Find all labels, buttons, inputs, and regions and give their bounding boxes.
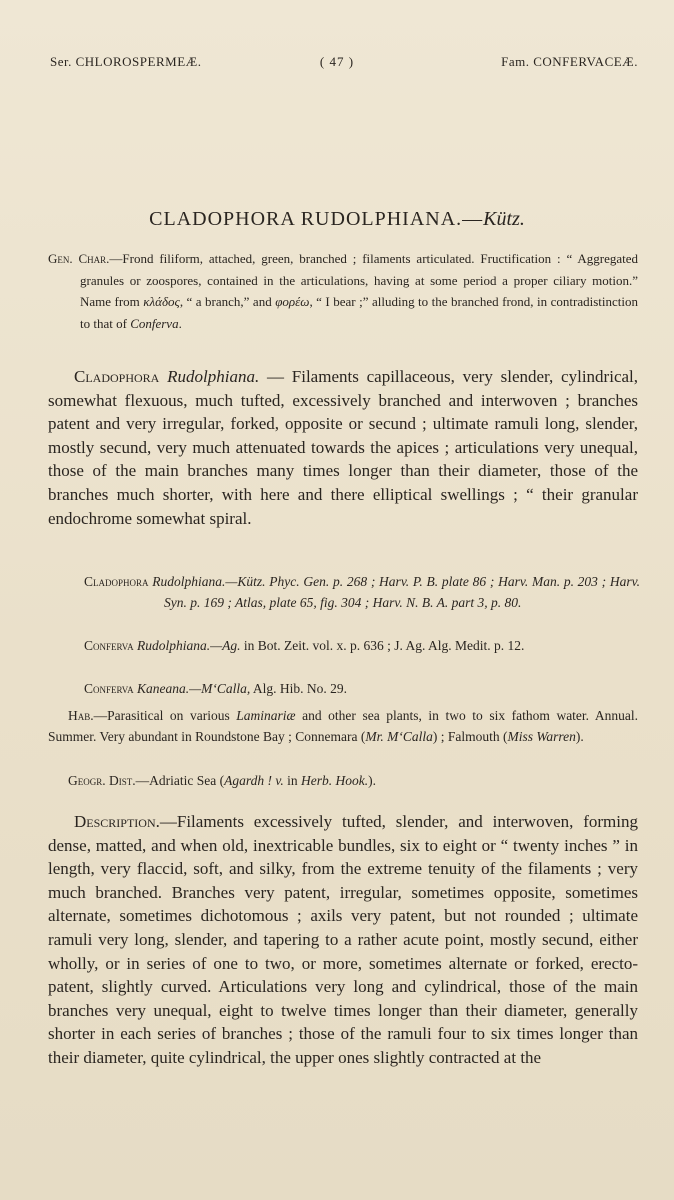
geographic-distribution bbox=[68, 770, 638, 791]
habitat-text-2: and other sea plants, in two to six fathom water. Annual. Summer. Very abundant in Roundstone Bay ; Connemara ( bbox=[48, 708, 638, 744]
synonym-references: Alg. Hib. No. 29. bbox=[252, 681, 348, 696]
habitat-label: Hab. bbox=[68, 708, 94, 723]
geogr-text-2: in bbox=[283, 773, 301, 788]
synonym-species: Rudolphiana.—Kütz. bbox=[152, 574, 266, 589]
habitat-text-3: ) ; Falmouth ( bbox=[432, 729, 508, 744]
synonym-references: Phyc. Gen. p. 268 ; Harv. P. B. plate 86 ; Harv. Man. p. 203 ; Harv. Syn. p. 169 ; Atlas, plate 65, fig. 304 ; Harv. N. B. A. part 3, p. 80. bbox=[164, 574, 641, 610]
collector-mccalla: Mr. M‘Calla bbox=[365, 729, 433, 744]
gen-char-text-2: , “ a branch,” and bbox=[179, 294, 276, 309]
running-header-family: Fam. CONFERVACEÆ. bbox=[501, 54, 638, 69]
habitat-section bbox=[48, 705, 638, 747]
synonym-genus: Conferva bbox=[84, 638, 134, 653]
laminariae-word: Laminariæ bbox=[236, 708, 296, 723]
synonym-genus: Cladophora bbox=[84, 574, 149, 589]
habitat-text: —Parasitical on various bbox=[93, 708, 237, 723]
synonym-species: Rudolphiana.—Ag. bbox=[137, 638, 241, 653]
synonym-entry bbox=[84, 678, 640, 699]
diagnosis-genus: Cladophora bbox=[74, 367, 160, 386]
synonym-genus: Conferva bbox=[84, 681, 134, 696]
geogr-agardh: Agardh ! v. bbox=[224, 773, 284, 788]
description-section bbox=[48, 810, 638, 1070]
synonym-species: Kaneana.—M‘Calla, bbox=[137, 681, 251, 696]
gen-char-text: —Frond filiform, attached, green, branched ; filaments articulated. Fructification : “ Aggregated granules or zoospores, contained in the articulations, having at some period a proper ciliary motion.” Name from bbox=[80, 251, 638, 309]
species-title bbox=[0, 208, 674, 231]
genus-characters bbox=[48, 248, 638, 334]
collector-warren: Miss Warren bbox=[507, 729, 576, 744]
diagnosis-text: — Filaments capillaceous, very slender, cylindrical, somewhat flexuous, much tufted, excessively branched and interwoven ; branches patent and very irregular, forked, opposite or secund ; ultimate ramuli long, slender, mostly secund, very much attenuated towards the apices ; articulations very unequal, those of the main branches many times longer than their diameter, those of the branches much shorter, with here and there elliptical swellings ; “ their granular endochrome somewhat spiral. bbox=[48, 367, 639, 528]
species-diagnosis bbox=[48, 365, 638, 530]
description-text: —Filaments excessively tufted, slender, and interwoven, forming dense, matted, and when old, inextricable bundles, six to eight or “ twenty inches ” in length, very flaccid, soft, and silky, from the extreme tenuity of the filaments ; very much branched. Branches very patent, irregular, sometimes opposite, sometimes alternate, sometimes dichotomous ; axils very patent, but not rounded ; ultimate ramuli very long, slender, and tapering to a rather acute point, mostly secund, either wholly, or in series of one to two, or more, sometimes alternate or forked, erecto-patent, slightly curved. Articulations very long and cylindrical, those of the main branches very unequal, eight to twelve times longer than their diameter, generally shorter in each series of branches ; those of the ramuli four to six times longer than their diameter, quite cylindrical, the upper ones slightly contracted at the bbox=[48, 812, 638, 1067]
conferva-word: Conferva bbox=[130, 315, 179, 331]
species-title-author: Kütz. bbox=[483, 208, 525, 230]
geogr-herbarium: Herb. Hook. bbox=[300, 773, 369, 788]
page-number: ( 47 ) bbox=[319, 54, 355, 69]
species-title-name: CLADOPHORA RUDOLPHIANA.— bbox=[149, 208, 484, 230]
greek-word-phoreo: φορέω bbox=[275, 294, 310, 309]
gen-char-text-3: , “ I bear ;” alluding to the branched frond, in contradistinction to that of bbox=[80, 294, 639, 331]
running-header-series: Ser. CHLOROSPERMEÆ. bbox=[50, 54, 202, 69]
description-label: Description. bbox=[74, 812, 160, 831]
geogr-text: —Adriatic Sea ( bbox=[135, 773, 225, 788]
geogr-label: Geogr. Dist. bbox=[68, 773, 136, 788]
habitat-text-4: ). bbox=[575, 729, 584, 744]
greek-word-klados: κλάδος bbox=[143, 294, 180, 309]
synonym-references: in Bot. Zeit. vol. x. p. 636 ; J. Ag. Alg. Medit. p. 12. bbox=[243, 638, 525, 653]
diagnosis-species: Rudolphiana. bbox=[167, 367, 260, 386]
geogr-text-3: ). bbox=[368, 773, 376, 788]
synonym-entry bbox=[84, 635, 640, 656]
gen-char-label: Gen. Char. bbox=[48, 251, 110, 266]
gen-char-end: . bbox=[178, 315, 182, 331]
synonym-entry bbox=[84, 571, 640, 613]
